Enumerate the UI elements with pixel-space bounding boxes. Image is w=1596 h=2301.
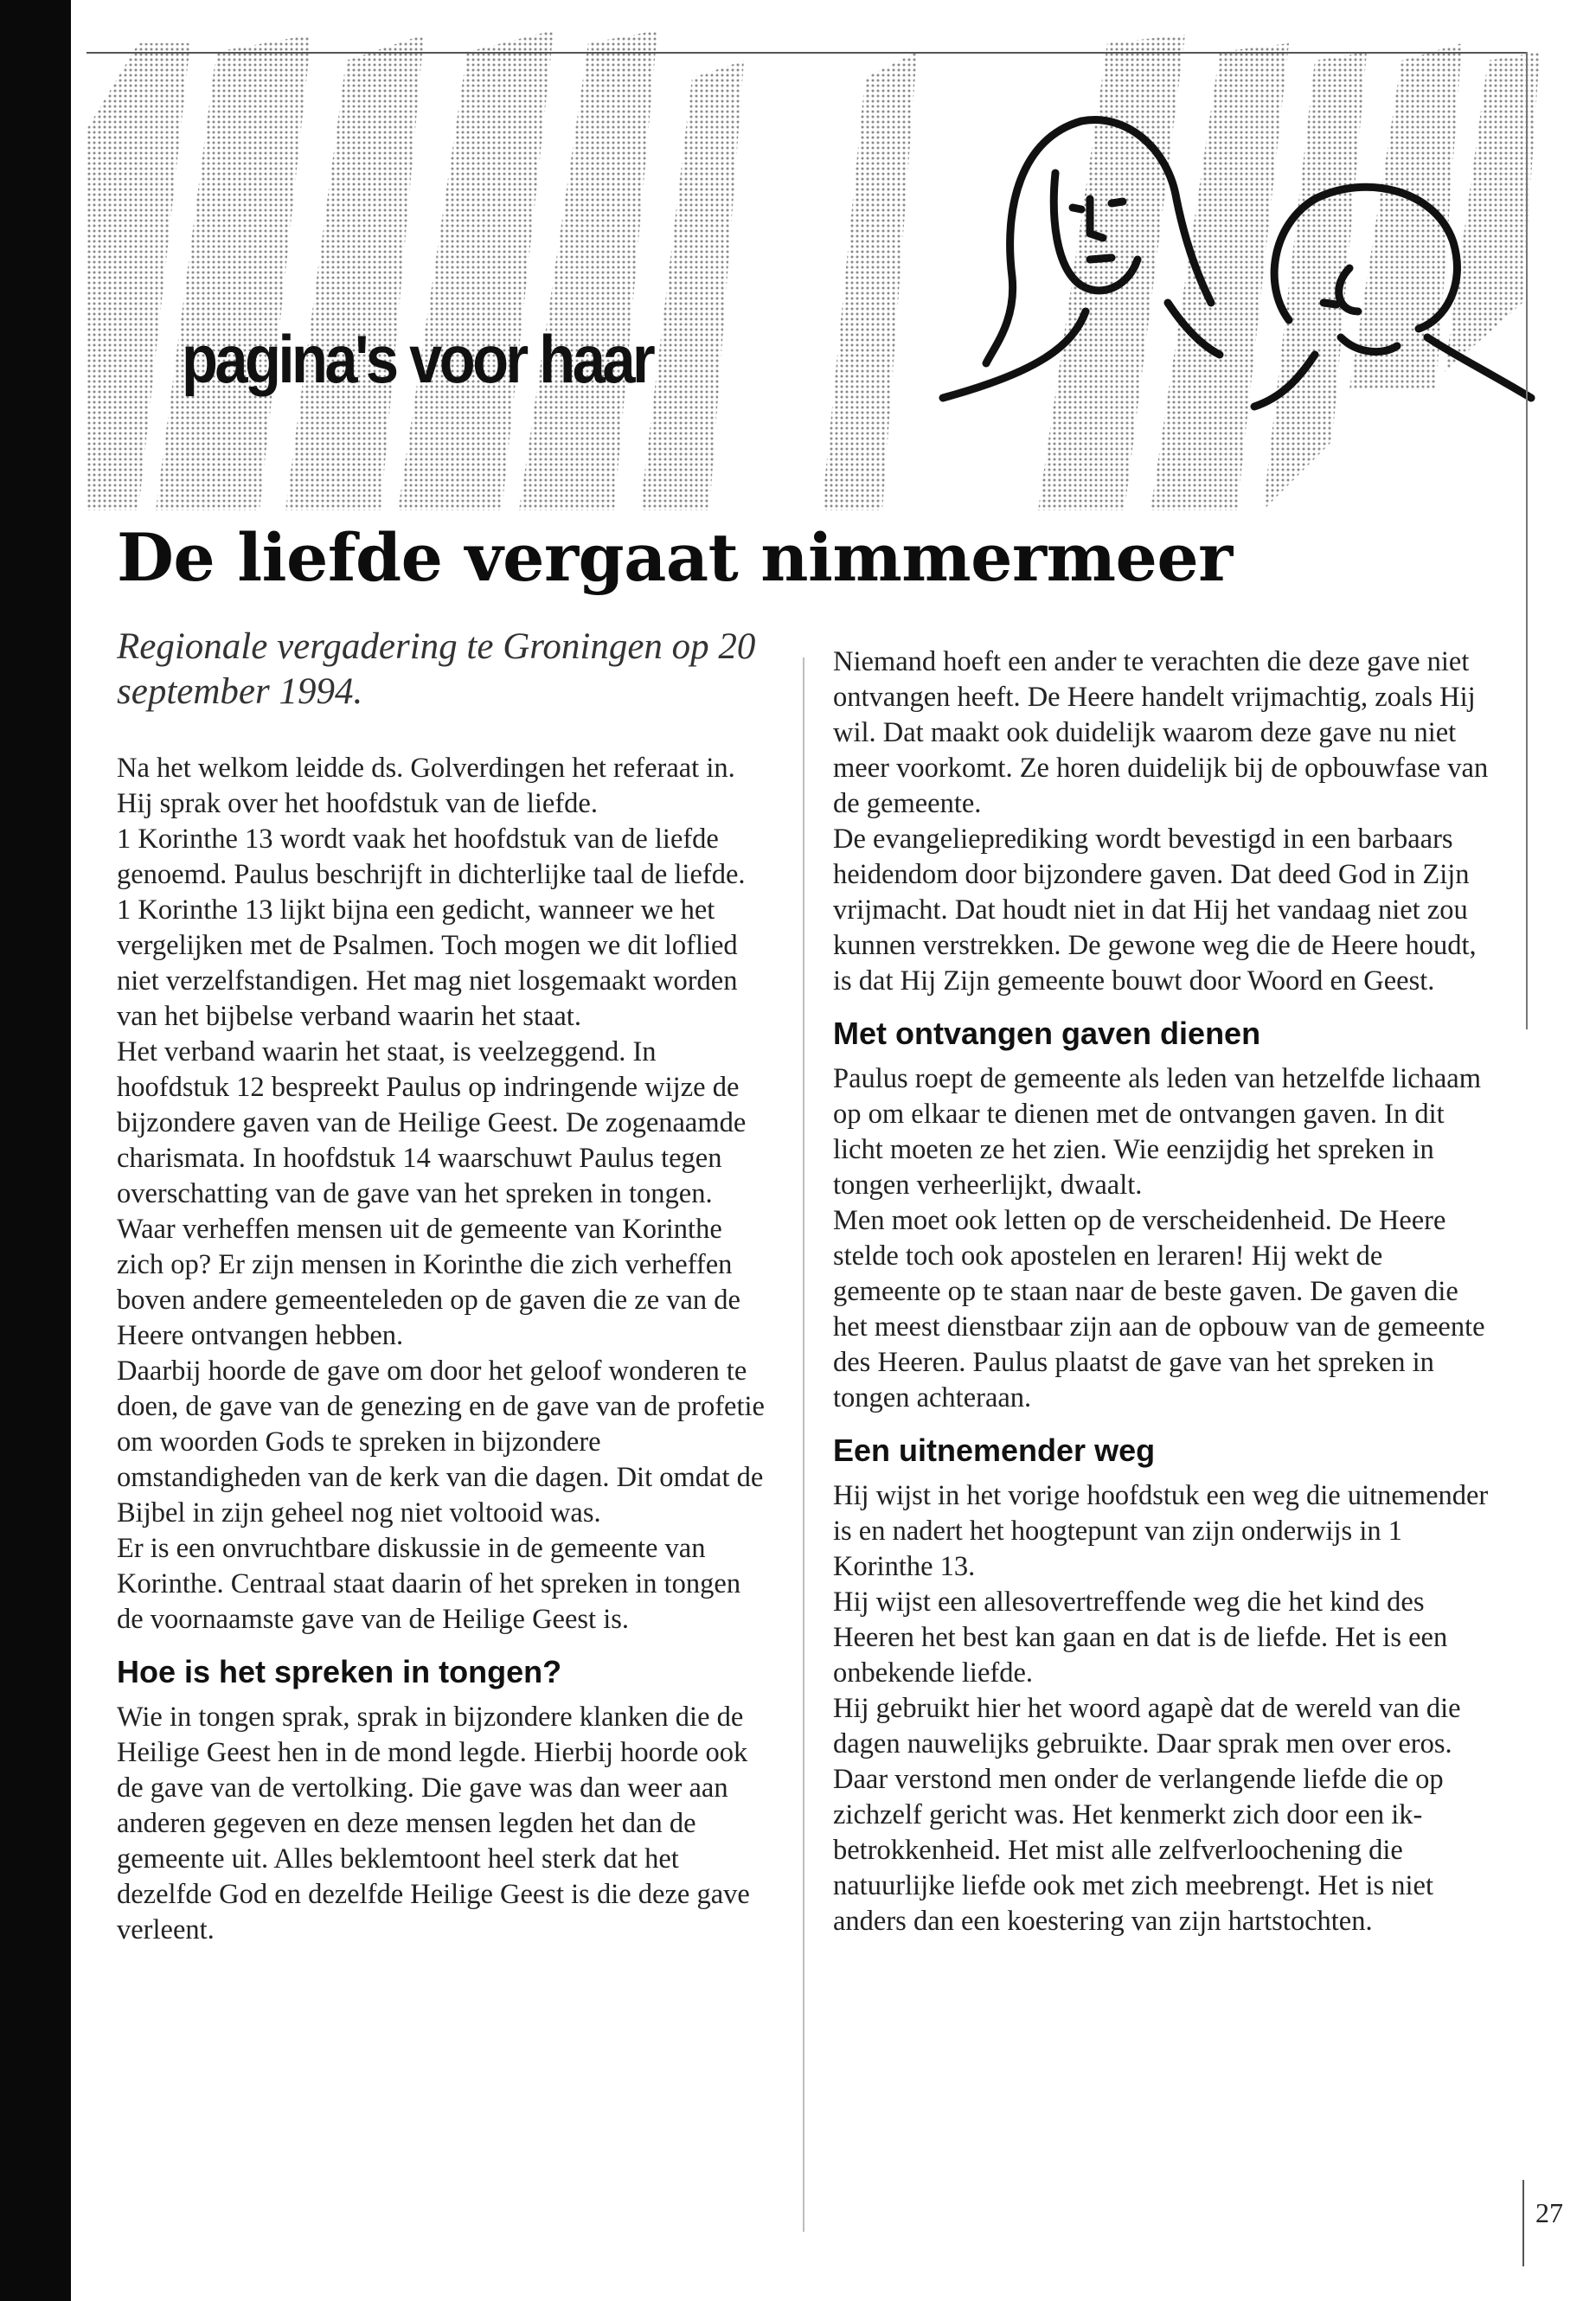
page-frame-right-rule <box>1526 52 1528 1029</box>
article-headline: De liefde vergaat nimmermeer <box>117 519 1233 596</box>
subheading-spreken-in-tongen: Hoe is het spreken in tongen? <box>117 1654 562 1689</box>
page-frame-top-rule <box>87 52 1527 54</box>
paragraph: De evangelieprediking wordt bevestigd in een barbaars heidendom door bijzondere gaven. Dat deed God in Zijn vrijmacht. Dat houdt niet in dat Hij het vandaag niet zou kunnen verstrekken. De gewone weg die de Heere houdt, is dat Hij Zijn gemeente bouwt door Woord en Geest. <box>833 824 1477 997</box>
paragraph: Er is een onvruchtbare diskussie in de gemeente van Korinthe. Centraal staat daarin of het spreken in tongen de voornaamste gave van de Heilige Geest is. <box>117 1533 741 1635</box>
article-subtitle: Regionale vergadering te Groningen op 20 september 1994. <box>117 626 756 712</box>
subheading-uitnemender-weg: Een uitnemender weg <box>833 1433 1156 1468</box>
article-column-left <box>117 751 766 1948</box>
paragraph: 1 Korinthe 13 wordt vaak het hoofdstuk van de liefde genoemd. Paulus beschrijft in dichterlijke taal de liefde. 1 Korinthe 13 lijkt bijna een gedicht, wanneer we het vergelijken met de Psalmen. Toch mogen we dit loflied niet verzelfstandigen. Het mag niet losgemaakt worden van het bijbelse verband waarin het staat. <box>117 824 746 1032</box>
zigzag-pattern <box>87 30 1540 510</box>
paragraph: Hij gebruikt hier het woord agapè dat de wereld van die dagen nauwelijks gebruikte. Daar sprak men over eros. Daar verstond men onder de verlangende liefde die op zichzelf gericht was. Het kenmerkt zich door een ik-betrokkenheid. Het mist alle zelfverloochening die natuurlijke liefde ook met zich meebrengt. Het is niet anders dan een koestering van zijn hartstochten. <box>833 1693 1461 1937</box>
paragraph: Waar verheffen mensen uit de gemeente van Korinthe zich op? Er zijn mensen in Korinthe die zich verheffen boven andere gemeenteleden op de gaven die ze van de Heere ontvangen hebben. <box>117 1214 740 1351</box>
paragraph: Het verband waarin het staat, is veelzeggend. In hoofdstuk 12 bespreekt Paulus op indringende wijze de bijzondere gaven van de Heilige Geest. De zogenaamde charismata. In hoofdstuk 14 waarschuwt Paulus tegen overschatting van de gave van het spreken in tongen. <box>117 1036 747 1209</box>
paragraph: Hij wijst in het vorige hoofdstuk een weg die uitnemender is en nadert het hoogtepunt van zijn onderwijs in 1 Korinthe 13. <box>833 1480 1489 1582</box>
paragraph: Hij wijst een allesovertreffende weg die het kind des Heeren het best kan gaan en dat is de liefde. Het is een onbekende liefde. <box>833 1586 1448 1689</box>
page-number: 27 <box>1535 2197 1563 2228</box>
column-divider <box>803 657 804 2232</box>
paragraph: Na het welkom leidde ds. Golverdingen het referaat in. Hij sprak over het hoofdstuk van de liefde. <box>117 753 735 819</box>
paragraph: Niemand hoeft een ander te verachten die deze gave niet ontvangen heeft. De Heere handelt vrijmachtig, zoals Hij wil. Dat maakt ook duidelijk waarom deze gave nu niet meer voorkomt. Ze horen duidelijk bij de opbouwfase van de gemeente. <box>833 646 1489 819</box>
header-illustration <box>87 26 1557 562</box>
scan-edge-bar <box>0 0 71 2301</box>
paragraph: Paulus roept de gemeente als leden van hetzelfde lichaam op om elkaar te dienen met de ontvangen gaven. In dit licht moeten ze het zien. Wie eenzijdig het spreken in tongen verheerlijkt, dwaalt. <box>833 1063 1481 1201</box>
scan-top-margin <box>71 0 1596 12</box>
paragraph: Men moet ook letten op de verscheidenheid. De Heere stelde toch ook apostelen en leraren! Hij wekt de gemeente op te staan naar de beste gaven. De gaven die het meest dienstbaar zijn aan de opbouw van de gemeente des Heeren. Paulus plaatst de gave van het spreken in tongen achteraan. <box>833 1205 1485 1413</box>
subheading-ontvangen-gaven: Met ontvangen gaven dienen <box>833 1016 1261 1051</box>
page-number-rule <box>1522 2180 1524 2266</box>
section-label: pagina's voor haar <box>182 321 653 397</box>
paragraph: Daarbij hoorde de gave om door het geloof wonderen te doen, de gave van de genezing en de gave van de profetie om woorden Gods te spreken in bijzondere omstandigheden van de kerk van die dagen. Dit omdat de Bijbel in zijn geheel nog niet voltooid was. <box>117 1356 765 1529</box>
article-column-right <box>833 644 1490 1939</box>
paragraph: Wie in tongen sprak, sprak in bijzondere klanken die de Heilige Geest hen in de mond legde. Hierbij hoorde ook de gave van de vertolking. Die gave was dan weer aan anderen gegeven en deze mensen legden het dan de gemeente uit. Alles beklemtoont heel sterk dat het dezelfde God en dezelfde Heilige Geest is die deze gave verleent. <box>117 1702 750 1945</box>
